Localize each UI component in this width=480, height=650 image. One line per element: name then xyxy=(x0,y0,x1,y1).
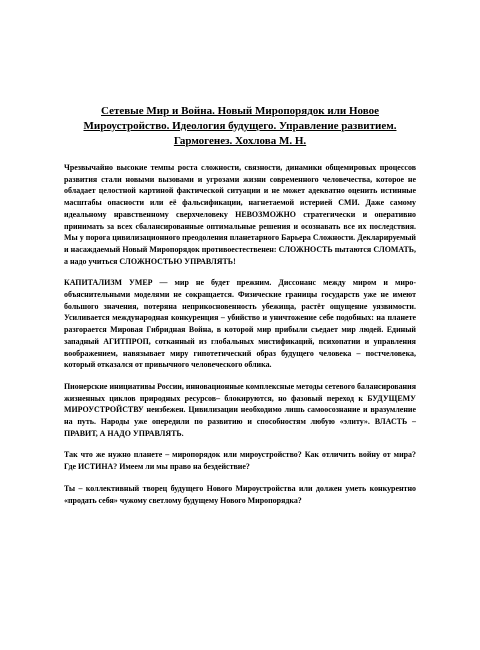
paragraph-3-text: Пионерские инициативы России, инновационные комплексные методы сетевого балансирования жизненных циклов природных ресурсов– блокируются, но фазовый переход к xyxy=(64,381,416,403)
paragraph-1-text: Чрезвычайно высокие темпы роста сложности, связности, динамики общемировых процессов развития стали новыми вызовами и угрозами жизни современного человечества, которое не обладает целостной картиной фактической ситуации и не может адекватно оценить истинные масштабы опасности или её фальсификации, нагнетаемой истерией СМИ. Даже самому идеальному нравственному сверхчеловеку xyxy=(64,163,416,219)
paragraph-2-emphasis: АГИТПРОП xyxy=(103,336,149,346)
paragraph-3-text: . xyxy=(181,428,184,438)
paragraph-5 xyxy=(64,483,416,506)
paragraph-1-emphasis: СЛОМАТЬ xyxy=(373,244,415,254)
paragraph-3-text: неизбежен. Цивилизации необходимо лишь самоосознание и вразумление на путь. Народы уже опередили по развитию и способностям любую «элиту». xyxy=(64,405,416,427)
paragraph-1-text: , а надо учиться xyxy=(64,244,416,266)
paragraph-1-text: пытаются xyxy=(332,244,374,254)
paragraph-4-text: ? Имеем ли мы право на бездействие? xyxy=(113,462,250,472)
paragraph-1-emphasis: НЕВОЗМОЖНО xyxy=(235,209,296,219)
paragraph-1-text: ! xyxy=(233,256,236,266)
paragraph-2-text: — мир не будет прежним. Диссонанс между миром и миро-объяснительными моделями не сокращается. Физические границы государств уже не имеют большого значения, потеряна неприкосновенность убежища, растёт ощущение уязвимости. Усиливается международная конкуренция – убийство и уничтожение себе подобных: на планете разгорается Мировая Гибридная Война, в которой мир прибыли съедает мир людей. Единый западный xyxy=(64,278,417,346)
paragraph-1-text: стратегически и оперативно принимать за всех сбалансированные оптимальные решения и осознавать все их последствия. Мы у порога цивилизационного преодоления планетарного Барьера Сложности. Декларируемый и насаждаемый Новый Миропорядок противоестественен: xyxy=(64,209,416,254)
paragraph-2-text: , сотканный из глобальных мистификаций, психопатии и управления воображением, навязывает миру гипотетический образ будущего человека – постчеловека, который отказался от привычного человеческого облика. xyxy=(64,336,416,370)
paragraph-2-emphasis: КАПИТАЛИЗМ УМЕР xyxy=(64,278,153,288)
paragraph-1-emphasis: СЛОЖНОСТЬЮ УПРАВЛЯТЬ xyxy=(119,256,234,266)
document-title: Сетевые Мир и Война. Новый Миропорядок или Новое Мироустройство. Идеология будущего. Управление развитием. Гармогенез. Хохлова М. Н. xyxy=(83,105,397,147)
paragraph-3-emphasis: ВЛАСТЬ – ПРАВИТ, А НАДО УПРАВЛЯТЬ xyxy=(64,417,416,438)
paragraph-1-emphasis: СЛОЖНОСТЬ xyxy=(278,244,333,254)
paragraph-1 xyxy=(64,162,416,267)
paragraph-3-emphasis: БУДУЩЕМУ МИРОУСТРОЙСТВУ xyxy=(64,393,416,415)
paragraph-4-text: Так что же нужно планете – миропорядок или мироустройство? Как отличить войну от мира? Где xyxy=(64,450,416,472)
paragraph-4 xyxy=(64,449,416,472)
paragraph-3 xyxy=(64,381,416,440)
paragraph-4-emphasis: ИСТИНА xyxy=(77,462,114,472)
paragraph-2 xyxy=(64,277,416,371)
paragraph-5-text: Ты – коллективный творец будущего Нового Мироустройства или должен уметь конкурентно «продать себя» чужому светлому будущему Нового Миропорядка? xyxy=(64,483,416,505)
